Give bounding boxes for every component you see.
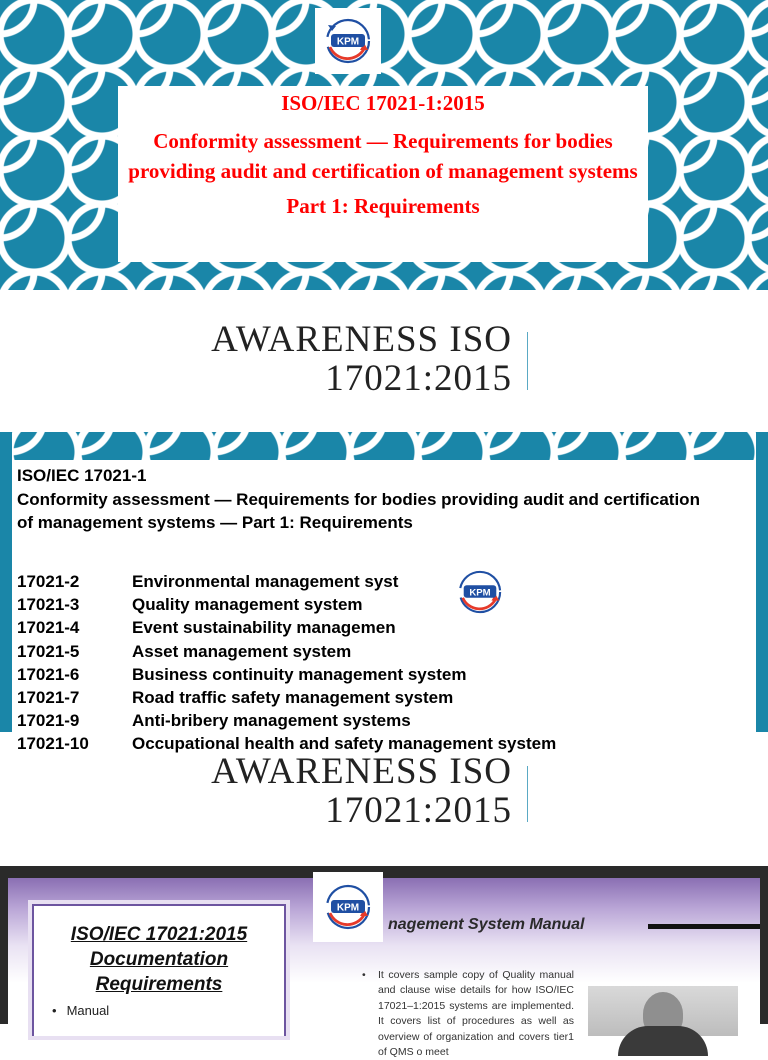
list-item bbox=[17, 709, 556, 732]
item-label: Occupational health and safety management system bbox=[132, 734, 557, 754]
item-label: Asset management system bbox=[132, 641, 352, 661]
manual-title: nagement System Manual bbox=[388, 916, 585, 933]
doc-title-line-1: ISO/IEC 17021:2015 bbox=[70, 924, 248, 945]
awareness-caption-2 bbox=[0, 744, 768, 864]
standards-card bbox=[12, 460, 756, 754]
item-code: 17021-2 bbox=[17, 572, 80, 591]
kpm-logo bbox=[313, 872, 383, 942]
background-pattern-right bbox=[756, 432, 768, 732]
item-code: 17021-7 bbox=[17, 687, 80, 707]
background-pattern-left bbox=[0, 432, 12, 732]
list-item bbox=[17, 686, 556, 709]
doc-title bbox=[34, 922, 284, 997]
awareness-divider-1 bbox=[527, 332, 528, 390]
kpm-logo bbox=[315, 8, 381, 74]
kpm-logo-icon bbox=[457, 569, 503, 615]
item-code: 17021-10 bbox=[17, 734, 89, 754]
kpm-logo-text: KPM bbox=[336, 902, 360, 914]
standard-part: Part 1: Requirements bbox=[286, 194, 480, 218]
kpm-logo bbox=[447, 564, 513, 620]
item-label: Event sustainability managemen bbox=[132, 618, 396, 638]
doc-title-line-2: Documentation bbox=[89, 949, 229, 970]
bullet-manual: • Manual bbox=[52, 1003, 284, 1018]
awareness-divider-2 bbox=[527, 766, 528, 822]
heading-title: Conformity assessment — Requirements for bodies providing audit and certification of management systems — Part 1: Requirements bbox=[17, 489, 700, 532]
person-photo bbox=[588, 986, 738, 1036]
awareness-caption-1 bbox=[0, 300, 768, 420]
list-item bbox=[17, 663, 556, 686]
description-text: It covers sample copy of Quality manual and clause wise details for how ISO/IEC 17021–1:2015 systems are implemented. It covers list of procedures as well as overview of organization and covers tier1 of QMS o meet bbox=[378, 969, 574, 1059]
kpm-logo-icon bbox=[324, 883, 372, 931]
title-rule bbox=[648, 924, 760, 929]
photo-suit bbox=[618, 1026, 708, 1056]
awareness-line-1: AWARENESS ISO bbox=[211, 319, 512, 360]
item-code: 17021-3 bbox=[17, 595, 80, 615]
kpm-logo-text: KPM bbox=[469, 587, 491, 599]
item-label: Quality management system bbox=[132, 595, 363, 615]
item-label: Anti-bribery management systems bbox=[132, 711, 411, 731]
list-item bbox=[17, 640, 556, 663]
slide-standards-list bbox=[0, 432, 768, 754]
item-code: 17021-9 bbox=[17, 711, 80, 731]
item-code: 17021-5 bbox=[17, 641, 80, 661]
standards-heading bbox=[17, 464, 717, 535]
kpm-logo-text: KPM bbox=[336, 36, 360, 48]
manual-description bbox=[362, 968, 574, 1060]
standard-title: Conformity assessment — Requirements for bodies providing audit and certification of management systems bbox=[128, 129, 638, 183]
kpm-logo-icon bbox=[324, 17, 372, 65]
awareness-line-1: AWARENESS ISO bbox=[211, 751, 512, 792]
awareness-title-2 bbox=[211, 752, 512, 830]
item-label: Business continuity management system bbox=[132, 664, 467, 684]
heading-code: ISO/IEC 17021-1 bbox=[17, 466, 147, 485]
title-card bbox=[118, 86, 648, 262]
awareness-line-2: 17021:2015 bbox=[325, 790, 512, 831]
item-code: 17021-4 bbox=[17, 618, 80, 638]
slide-documentation bbox=[0, 866, 768, 1059]
item-label: Road traffic safety management system bbox=[132, 687, 454, 707]
bullet-icon: • bbox=[362, 969, 366, 981]
documentation-panel bbox=[8, 878, 760, 1059]
item-code: 17021-6 bbox=[17, 664, 80, 684]
slide-title bbox=[0, 0, 768, 290]
awareness-title-1 bbox=[211, 320, 512, 398]
standard-code: ISO/IEC 17021-1:2015 bbox=[281, 91, 485, 115]
item-label: Environmental management syst bbox=[132, 572, 399, 591]
doc-title-line-3: Requirements bbox=[95, 974, 223, 995]
doc-title-box bbox=[32, 904, 286, 1036]
awareness-line-2: 17021:2015 bbox=[325, 358, 512, 399]
